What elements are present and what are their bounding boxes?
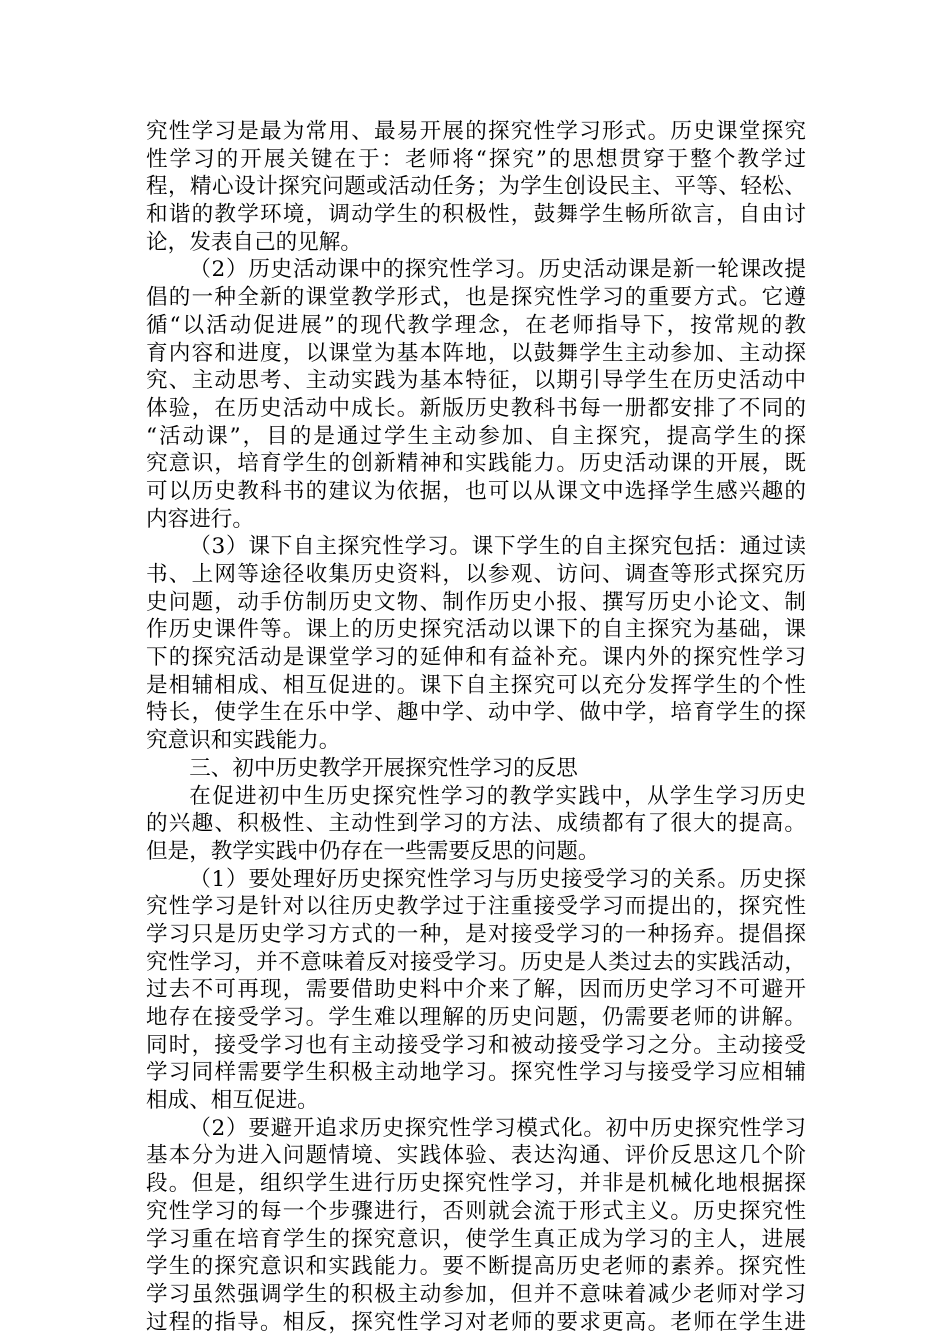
text-line: 作历史课件等。课上的历史探究活动以课下的自主探究为基础，课	[146, 617, 806, 643]
text-line: 书、上网等途径收集历史资料，以参观、访问、调查等形式探究历	[146, 562, 806, 587]
text-line: 三、初中历史教学开展探究性学习的反思	[189, 755, 578, 781]
text-line: 下的探究活动是课堂学习的延伸和有益补充。课内外的探究性学习	[146, 645, 806, 671]
text-line: 究性学习是针对以往历史教学过于注重接受学习而提出的，探究性	[146, 894, 806, 920]
text-line: 但是，教学实践中仍存在一些需要反思的问题。	[146, 838, 600, 864]
text-line: 究性学习是最为常用、最易开展的探究性学习形式。历史课堂探究	[146, 119, 806, 144]
text-line: 学生的探究意识和实践能力。要不断提高历史老师的素养。探究性	[146, 1254, 806, 1280]
text-line: 学习虽然强调学生的积极主动参加，但并不意味着减少老师对学习	[146, 1281, 806, 1307]
text-line: （2）历史活动课中的探究性学习。历史活动课是新一轮课改提	[189, 257, 806, 283]
text-line: 的兴趣、积极性、主动性到学习的方法、成绩都有了很大的提高。	[146, 811, 806, 837]
text-line: 程，精心设计探究问题或活动任务；为学生创设民主、平等、轻松、	[146, 174, 806, 200]
text-line: 学习只是历史学习方式的一种，是对接受学习的一种扬弃。提倡探	[146, 921, 806, 947]
text-line: 地存在接受学习。学生难以理解的历史问题，仍需要老师的讲解。	[146, 1005, 806, 1030]
text-line: 段。但是，组织学生进行历史探究性学习，并非是机械化地根据探	[146, 1171, 806, 1197]
text-line: 学习同样需要学生积极主动地学习。探究性学习与接受学习应相辅	[146, 1060, 806, 1086]
text-line: 史问题，动手仿制历史文物、制作历史小报、撰写历史小论文、制	[146, 589, 806, 615]
text-line: 学习重在培育学生的探究意识，使学生真正成为学习的主人，进展	[146, 1226, 806, 1252]
text-line: （3）课下自主探究性学习。课下学生的自主探究包括：通过读	[189, 534, 806, 560]
text-line: 过程的指导。相反，探究性学习对老师的要求更高。老师在学生进	[146, 1309, 806, 1335]
text-line: 可以历史教科书的建议为依据，也可以从课文中选择学生感兴趣的	[146, 478, 806, 504]
text-line: 育内容和进度，以课堂为基本阵地，以鼓舞学生主动参加、主动探	[146, 340, 806, 366]
text-line: （2）要避开追求历史探究性学习模式化。初中历史探究性学习	[189, 1115, 806, 1141]
text-line: 和谐的教学环境，调动学生的积极性，鼓舞学生畅所欲言，自由讨	[146, 202, 806, 228]
text-line: 同时，接受学习也有主动接受学习和被动接受学习之分。主动接受	[146, 1032, 806, 1058]
text-line: 究性学习，并不意味着反对接受学习。历史是人类过去的实践活动，	[146, 949, 806, 975]
text-line: 究意识，培育学生的创新精神和实践能力。历史活动课的开展，既	[146, 451, 806, 477]
text-line: 特长，使学生在乐中学、趣中学、动中学、做中学，培育学生的探	[146, 700, 806, 726]
text-line: 究性学习的每一个步骤进行，否则就会流于形式主义。历史探究性	[146, 1198, 806, 1224]
text-line: 倡的一种全新的课堂教学形式，也是探究性学习的重要方式。它遵	[146, 285, 806, 311]
text-line: 基本分为进入问题情境、实践体验、表达沟通、评价反思这几个阶	[146, 1143, 806, 1169]
text-line: 究、主动思考、主动实践为基本特征，以期引导学生在历史活动中	[146, 368, 806, 394]
text-line: 内容进行。	[146, 506, 254, 532]
text-line: （1）要处理好历史探究性学习与历史接受学习的关系。历史探	[189, 866, 806, 892]
text-line: “活动课”，目的是通过学生主动参加、自主探究，提高学生的探	[146, 423, 806, 449]
text-line: 在促进初中生历史探究性学习的教学实践中，从学生学习历史	[189, 783, 806, 809]
text-line: 是相辅相成、相互促进的。课下自主探究可以充分发挥学生的个性	[146, 672, 806, 698]
text-line: 相成、相互促进。	[146, 1088, 319, 1114]
text-line: 过去不可再现，需要借助史料中介来了解，因而历史学习不可避开	[146, 977, 806, 1003]
text-line: 究意识和实践能力。	[146, 728, 341, 754]
text-line: 体验，在历史活动中成长。新版历史教科书每一册都安排了不同的	[146, 395, 806, 421]
body-text	[146, 118, 806, 1336]
text-line: 论，发表自己的见解。	[146, 229, 362, 255]
text-line: 性学习的开展关键在于：老师将“探究”的思想贯穿于整个教学过	[146, 146, 806, 172]
text-line: 循“以活动促进展”的现代教学理念，在老师指导下，按常规的教	[146, 312, 806, 338]
